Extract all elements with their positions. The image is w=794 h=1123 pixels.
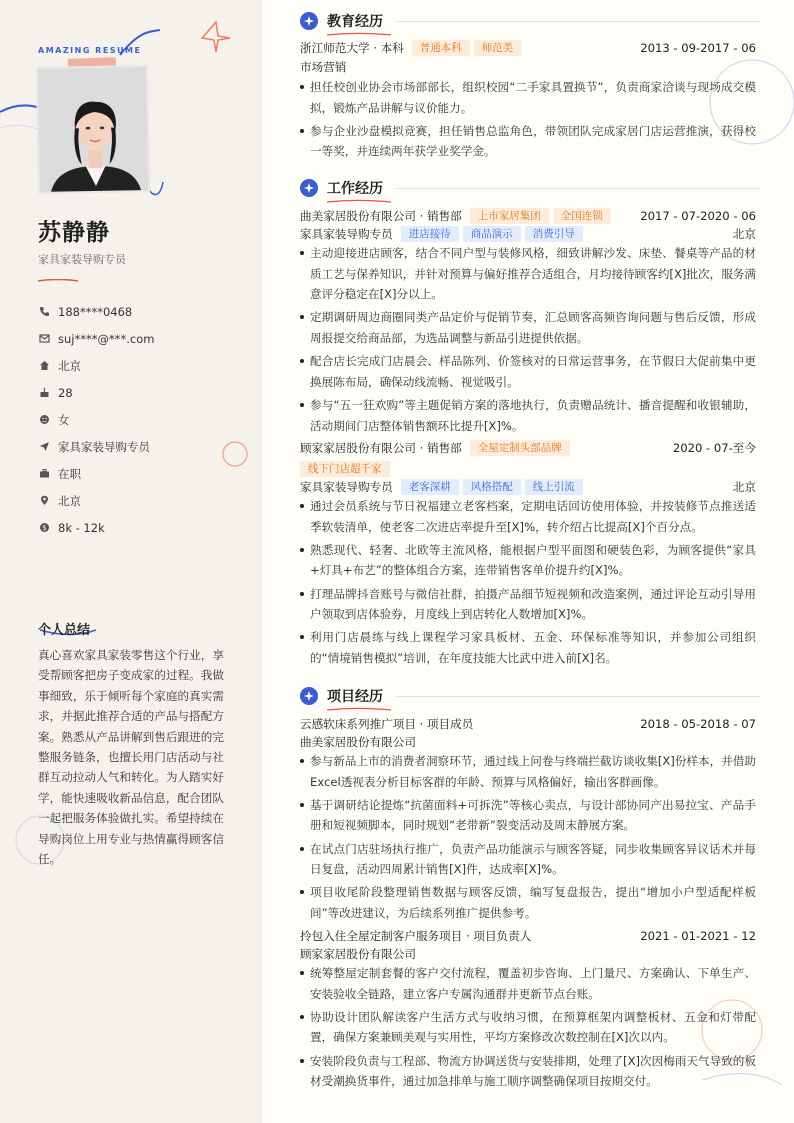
company-name: 顾家家居股份有限公司 · 销售部 [300,441,462,455]
project-name: 拎包入住全屋定制客户服务项目 · 项目负责人 [300,929,532,943]
target-job-value: 家具家装导购专员 [58,439,150,454]
project-bullets [300,751,756,926]
list-item: 参与“五一狂欢购”等主题促销方案的落地执行，负责赠品统计、播音提醒和收银辅助，活动期间门店整体销售额环比提升[X]%。 [300,395,756,436]
project-entry [300,716,756,732]
major: 市场营销 [300,60,347,74]
contact-info [38,298,248,541]
list-item: 通过会员系统与节日祝福建立老客档案，定期电话回访使用体验，并按装修节点推送适季软装清单，使老客二次进店率提升至[X]%，转介绍占比提高[X]个百分点。 [300,496,756,537]
list-item: 打理品牌抖音账号与微信社群，拍摄产品细节短视频和改造案例，通过评论互动引导用户领取到店体验券，月度线上到店转化人数增加[X]%。 [300,584,756,625]
email-value: suj****@***.com [58,331,155,346]
summary-title: 个人总结 [38,623,91,638]
cake-icon [38,387,50,399]
salary-value: 8k - 12k [58,520,105,535]
company-tag: 上市家居集团 [470,208,549,224]
briefcase-icon [38,468,50,480]
section-divider [395,21,760,22]
job-date: 2020 - 07-至今 [672,441,756,455]
project-org: 曲美家居股份有限公司 [300,735,416,749]
section-title: 工作经历 [327,178,383,198]
school-name: 浙江师范大学 · 本科 [300,41,404,55]
list-item: 统筹整屋定制套餐的客户交付流程，覆盖初步咨询、上门量尺、方案确认、下单生产、安装验收全链路，建立客户专属沟通群并更新节点台账。 [300,963,756,1004]
role-tag: 商品演示 [463,226,521,242]
list-item: 利用门店晨练与线上课程学习家具板材、五金、环保标准等知识，并参加公司组织的“情境销售模拟”培训，在年度技能大比武中进入前[X]名。 [300,627,756,668]
info-email [38,325,248,352]
school-tag: 师范类 [474,40,522,56]
job-role: 家具家装导购专员 [300,480,393,494]
project-date: 2021 - 01-2021 - 12 [640,929,756,943]
education-date: 2013 - 09-2017 - 06 [640,41,756,55]
section-projects-header [300,685,760,707]
status-value: 在职 [58,466,81,481]
education-entry [300,40,756,56]
list-item: 主动迎接进店顾客，结合不同户型与装修风格，细致讲解沙发、床垫、餐桌等产品的材质工艺与保养知识，并针对预算与偏好推荐合适组合，月均接待顾客约[X]批次，服务满意评分稳定在[X]分以上。 [300,243,756,305]
job-date: 2017 - 07-2020 - 06 [640,209,756,223]
project-org: 顾家家居股份有限公司 [300,947,416,961]
mail-icon [38,333,50,345]
section-education-header [300,10,760,32]
company-name: 曲美家居股份有限公司 · 销售部 [300,209,462,223]
info-phone [38,298,248,325]
summary-text: 真心喜欢家具家装零售这个行业，享受帮顾客把房子变成家的过程。我做事细致，乐于倾听每个家庭的真实需求，并据此推荐合适的产品与搭配方案。熟悉从产品讲解到售后跟进的完整服务链条，也擅长用门店活动与社群互动拉动人气和转化。为人踏实好学，能快速吸收新品信息，配合团队一起把服务体验做扎实。希望持续在导购岗位上用专业与热情赢得顾客信任。 [38,648,224,867]
job-role: 家具家装导购专员 [300,227,393,241]
list-item: 担任校创业协会市场部部长，组织校园“二手家具置换节”，负责商家洽谈与现场成交模拟，锻炼产品讲解与议价能力。 [300,77,756,118]
section-work-header [300,177,760,199]
company-tag-line [300,461,756,477]
list-item: 熟悉现代、轻奢、北欧等主流风格，能根据户型平面图和硬装色彩，为顾客提供“家具+灯具+布艺”的整体组合方案，连带销售客单价提升约[X]%。 [300,540,756,581]
salary-icon [38,522,50,534]
company-tag: 全屋定制头部品牌 [470,440,570,456]
major-line [300,59,756,75]
section-badge-icon [300,12,318,30]
project-bullets [300,963,756,1094]
info-status [38,460,248,487]
company-tag: 线下门店超千家 [300,461,390,477]
info-location [38,487,248,514]
job-bullets [300,496,756,671]
project-org-line [300,734,756,750]
section-divider [395,188,760,189]
location-icon [38,495,50,507]
gender-value: 女 [58,412,70,427]
location-value: 北京 [58,493,81,508]
list-item: 基于调研结论提炼“抗菌面料+可拆洗”等核心卖点，与设计部协同产出易拉宝、产品手册和短视频脚本，同时规划“老带新”裂变活动及周末静展方案。 [300,795,756,836]
info-target-job [38,433,248,460]
role-tag: 线上引流 [525,479,583,495]
job-role-line [300,479,756,495]
role-tag: 风格搭配 [463,479,521,495]
list-item: 定期调研周边商圈同类产品定价与促销节奏，汇总顾客高频咨询问题与售后反馈，形成周报提交给商品部，为选品调整与新品引进提供依据。 [300,307,756,348]
info-salary [38,514,248,541]
svg-text:$: $ [41,524,47,532]
project-date: 2018 - 05-2018 - 07 [640,717,756,731]
section-divider [395,696,760,697]
job-role-line [300,226,756,242]
job-entry [300,440,756,456]
list-item: 参与新品上市的消费者洞察环节，通过线上问卷与终端拦截访谈收集[X]份样本，并借助Excel透视表分析目标客群的年龄、预算与风格偏好，输出客群画像。 [300,751,756,792]
project-org-line [300,946,756,962]
home-icon [38,360,50,372]
hometown-value: 北京 [58,358,81,373]
phone-icon [38,306,50,318]
main-content [262,0,794,1123]
role-tag: 老客深耕 [401,479,459,495]
company-tag: 全国连锁 [553,208,611,224]
info-gender [38,406,248,433]
project-entry [300,928,756,944]
name-accent-line [38,279,78,283]
section-badge-icon [300,179,318,197]
job-entry [300,208,756,224]
list-item: 协助设计团队解读客户生活方式与收纳习惯，在预算框架内调整板材、五金和灯带配置，确保方案兼顾美观与实用性，平均方案修改次数控制在[X]次以内。 [300,1007,756,1048]
send-icon [38,441,50,453]
project-name: 云感软床系列推广项目 · 项目成员 [300,717,474,731]
section-title: 教育经历 [327,11,383,31]
sidebar [0,0,262,1123]
section-title: 项目经历 [327,686,383,706]
role-tag: 消费引导 [525,226,583,242]
phone-value: 188****0468 [58,304,133,319]
list-item: 安装阶段负责与工程部、物流方协调送货与安装排期，处理了[X]次因梅雨天气导致的板材受潮换货事件，通过加急排单与施工顺序调整确保项目按期交付。 [300,1051,756,1092]
job-city: 北京 [732,227,756,241]
candidate-name: 苏静静 [38,220,110,246]
role-tag: 进店接待 [401,226,459,242]
avatar [36,65,150,194]
list-item: 在试点门店驻场执行推广，负责产品功能演示与顾客答疑，同步收集顾客异议话术并每日复盘，活动四周累计销售[X]件，达成率[X]%。 [300,839,756,880]
tagline: AMAZING RESUME [38,46,142,55]
age-value: 28 [58,385,73,400]
education-bullets [300,77,756,165]
list-item: 项目收尾阶段整理销售数据与顾客反馈，编写复盘报告，提出“增加小户型适配样板间”等改进建议，为后续系列推广提供参考。 [300,882,756,923]
info-hometown [38,352,248,379]
job-city: 北京 [732,480,756,494]
gender-icon [38,414,50,426]
section-badge-icon [300,687,318,705]
list-item: 配合店长完成门店晨会、样品陈列、价签核对的日常运营事务，在节假日大促前集中更换展陈布局，确保动线流畅、视觉吸引。 [300,351,756,392]
candidate-title: 家具家装导购专员 [38,253,126,266]
list-item: 参与企业沙盘模拟竞赛，担任销售总监角色，带领团队完成家居门店运营推演，获得校一等奖，并连续两年获学业奖学金。 [300,121,756,162]
job-bullets [300,243,756,439]
school-tag: 普通本科 [412,40,470,56]
info-age [38,379,248,406]
